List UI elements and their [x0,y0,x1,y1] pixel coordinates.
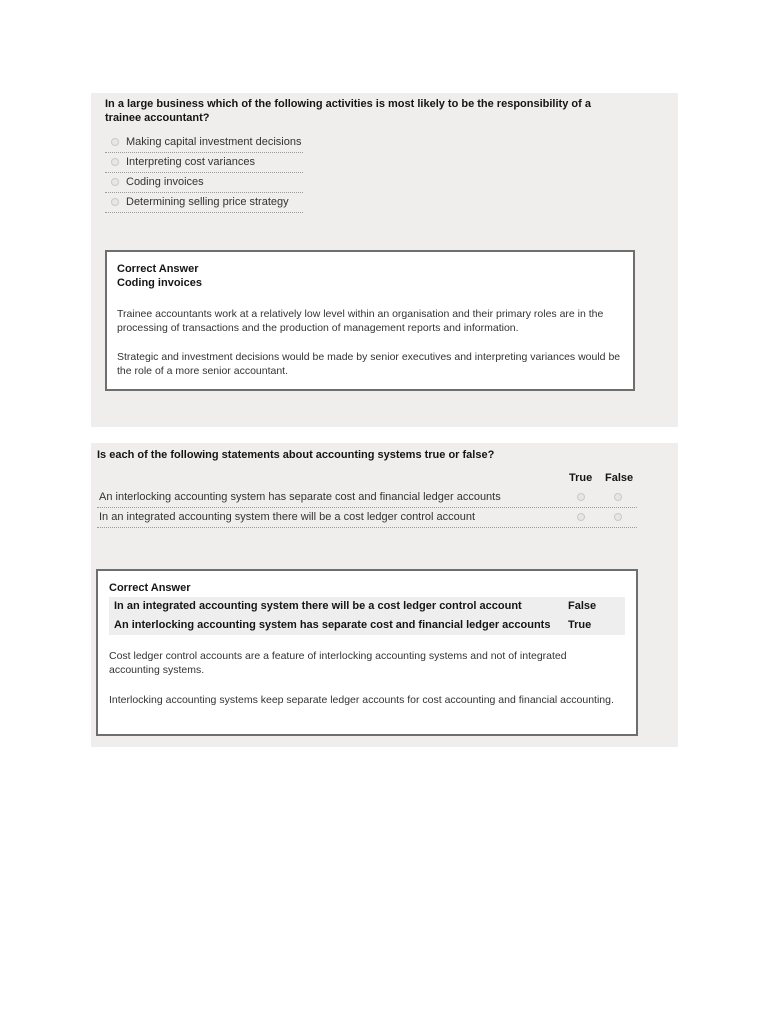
question-1-text: In a large business which of the following activities is most likely to be the responsibility of a trainee accountant? [105,98,591,124]
statement-row [97,488,637,508]
false-radio-button[interactable] [614,513,622,521]
false-column-header: False [605,472,634,484]
answer-value: True [568,619,592,631]
radio-button[interactable] [111,198,119,206]
answer-value: False [568,600,597,612]
statement-text: An interlocking accounting system has separate cost and financial ledger accounts [99,491,501,503]
question-1-panel [91,93,678,427]
question-1-options [105,133,303,213]
answer-statement: In an integrated accounting system there will be a cost ledger control account [114,600,522,612]
statement-row [97,508,637,528]
true-column-header: True [569,472,593,484]
true-radio-button[interactable] [577,493,585,501]
correct-answer-value: Coding invoices [117,277,202,289]
answer-row [109,616,625,635]
question-2-text: Is each of the following statements about accounting systems true or false? [97,449,495,461]
option-row[interactable] [105,173,303,193]
option-label: Coding invoices [126,176,204,188]
option-row[interactable] [105,133,303,153]
statement-text: In an integrated accounting system there will be a cost ledger control account [99,511,476,523]
answer-explanation: Trainee accountants work at a relatively low level within an organisation and their primary roles are in the processing of transactions and the production of management reports and information. [117,308,604,334]
correct-answer-title: Correct Answer [109,582,191,594]
option-label: Interpreting cost variances [126,156,256,168]
true-radio-button[interactable] [577,513,585,521]
radio-button[interactable] [111,138,119,146]
correct-answer-table [109,597,625,635]
answer-explanation: Strategic and investment decisions would be made by senior executives and interpreting variances would be the role of a more senior accountant. [117,351,621,377]
correct-answer-box [96,569,638,736]
answer-explanation: Cost ledger control accounts are a feature of interlocking accounting systems and not of integrated accounting systems. [109,650,567,676]
radio-button[interactable] [111,178,119,186]
correct-answer-box [105,250,635,391]
option-label: Making capital investment decisions [126,136,302,148]
false-radio-button[interactable] [614,493,622,501]
statement-table [97,488,637,528]
answer-explanation: Interlocking accounting systems keep separate ledger accounts for cost accounting and financial accounting. [109,694,614,706]
option-label: Determining selling price strategy [126,196,289,208]
radio-button[interactable] [111,158,119,166]
question-2-panel [91,443,678,747]
option-row[interactable] [105,153,303,173]
answer-row [109,597,625,616]
option-row[interactable] [105,193,303,213]
answer-statement: An interlocking accounting system has separate cost and financial ledger accounts [114,619,551,631]
correct-answer-title: Correct Answer [117,263,199,275]
